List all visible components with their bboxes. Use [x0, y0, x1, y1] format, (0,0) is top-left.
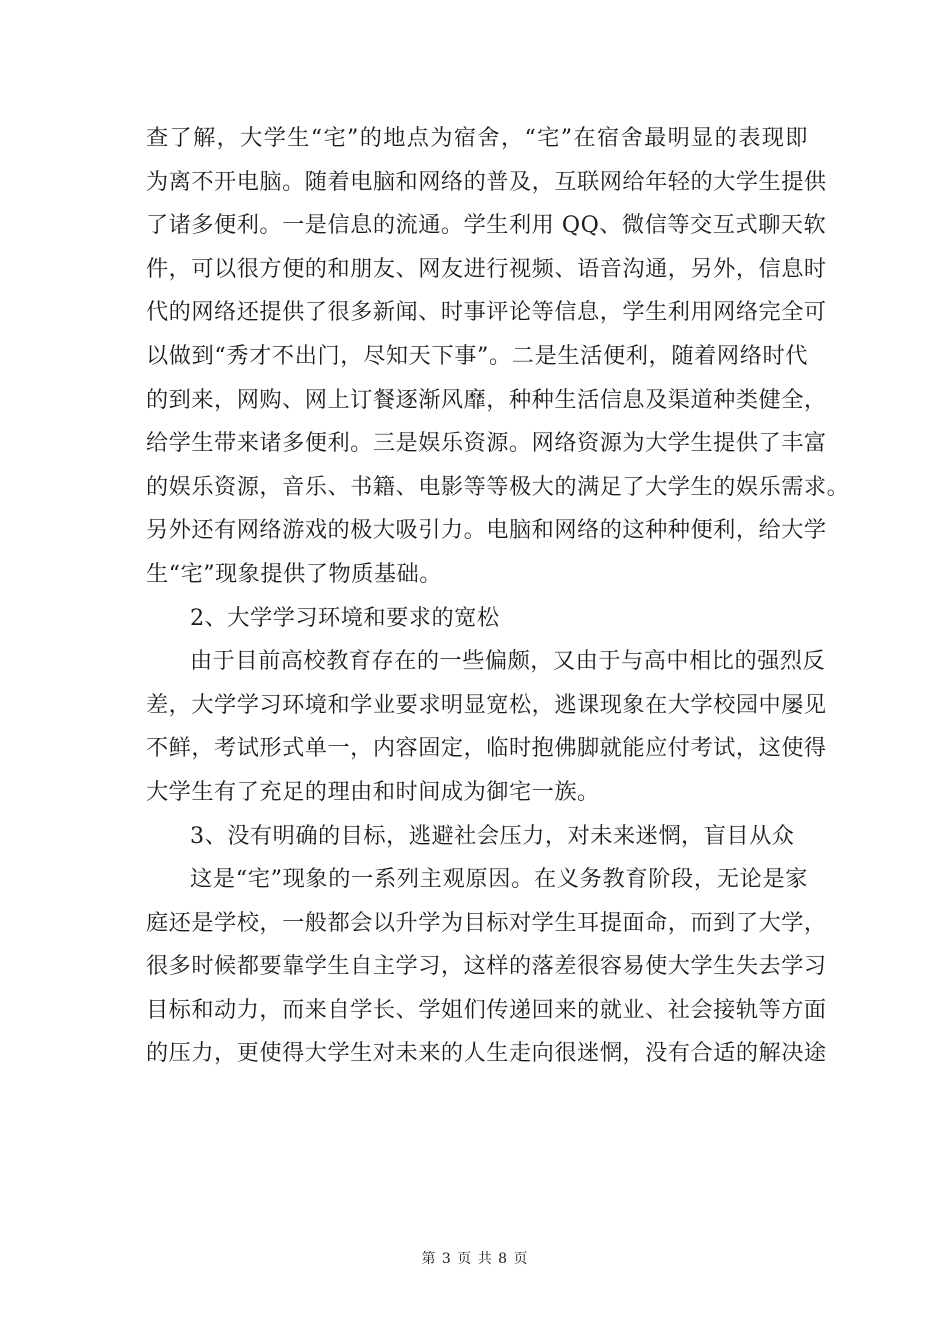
text-line: 由于目前高校教育存在的一些偏颇，又由于与高中相比的强烈反: [190, 648, 826, 675]
text-line: 代的网络还提供了很多新闻、时事评论等信息，学生利用网络完全可: [146, 299, 827, 326]
text-line: 了诸多便利。一是信息的流通。学生利用 QQ、微信等交互式聊天软: [146, 212, 827, 239]
text-line: 大学生有了充足的理由和时间成为御宅一族。: [146, 778, 600, 805]
text-line: 为离不开电脑。随着电脑和网络的普及，互联网给年轻的大学生提供: [146, 168, 827, 195]
text-line: 很多时候都要靠学生自主学习，这样的落差很容易使大学生失去学习: [146, 953, 827, 980]
text-line: 不鲜，考试形式单一，内容固定，临时抱佛脚就能应付考试，这使得: [146, 735, 827, 762]
text-line: 的娱乐资源，音乐、书籍、电影等等极大的满足了大学生的娱乐需求。: [146, 473, 850, 500]
body-text: [146, 117, 850, 1076]
text-line: 的压力，更使得大学生对未来的人生走向很迷惘，没有合适的解决途: [146, 1040, 827, 1067]
text-line: 查了解，大学生“宅”的地点为宿舍，“宅”在宿舍最明显的表现即: [146, 125, 808, 151]
text-line: 另外还有网络游戏的极大吸引力。电脑和网络的这种种便利，给大学: [146, 517, 827, 544]
text-line: 以做到“秀才不出门，尽知天下事”。二是生活便利，随着网络时代: [146, 342, 808, 369]
text-line: 目标和动力，而来自学长、学姐们传递回来的就业、社会接轨等方面: [146, 996, 827, 1023]
text-line: 庭还是学校，一般都会以升学为目标对学生耳提面命，而到了大学，: [146, 909, 827, 936]
text-line: 给学生带来诸多便利。三是娱乐资源。网络资源为大学生提供了丰富: [146, 430, 827, 457]
section-heading: 3、没有明确的目标，逃避社会压力，对未来迷惘，盲目从众: [190, 822, 795, 849]
section-heading: 2、大学学习环境和要求的宽松: [190, 604, 500, 631]
text-line: 件，可以很方便的和朋友、网友进行视频、语音沟通，另外，信息时: [146, 255, 827, 282]
text-line: 的到来，网购、网上订餐逐渐风靡，种种生活信息及渠道种类健全，: [146, 386, 827, 413]
text-line: 这是“宅”现象的一系列主观原因。在义务教育阶段，无论是家: [190, 866, 808, 893]
text-line: 差，大学学习环境和学业要求明显宽松，逃课现象在大学校园中屡见: [146, 691, 827, 718]
text-line: 生“宅”现象提供了物质基础。: [146, 560, 442, 587]
page-footer: 第 3 页 共 8 页: [421, 1251, 529, 1267]
